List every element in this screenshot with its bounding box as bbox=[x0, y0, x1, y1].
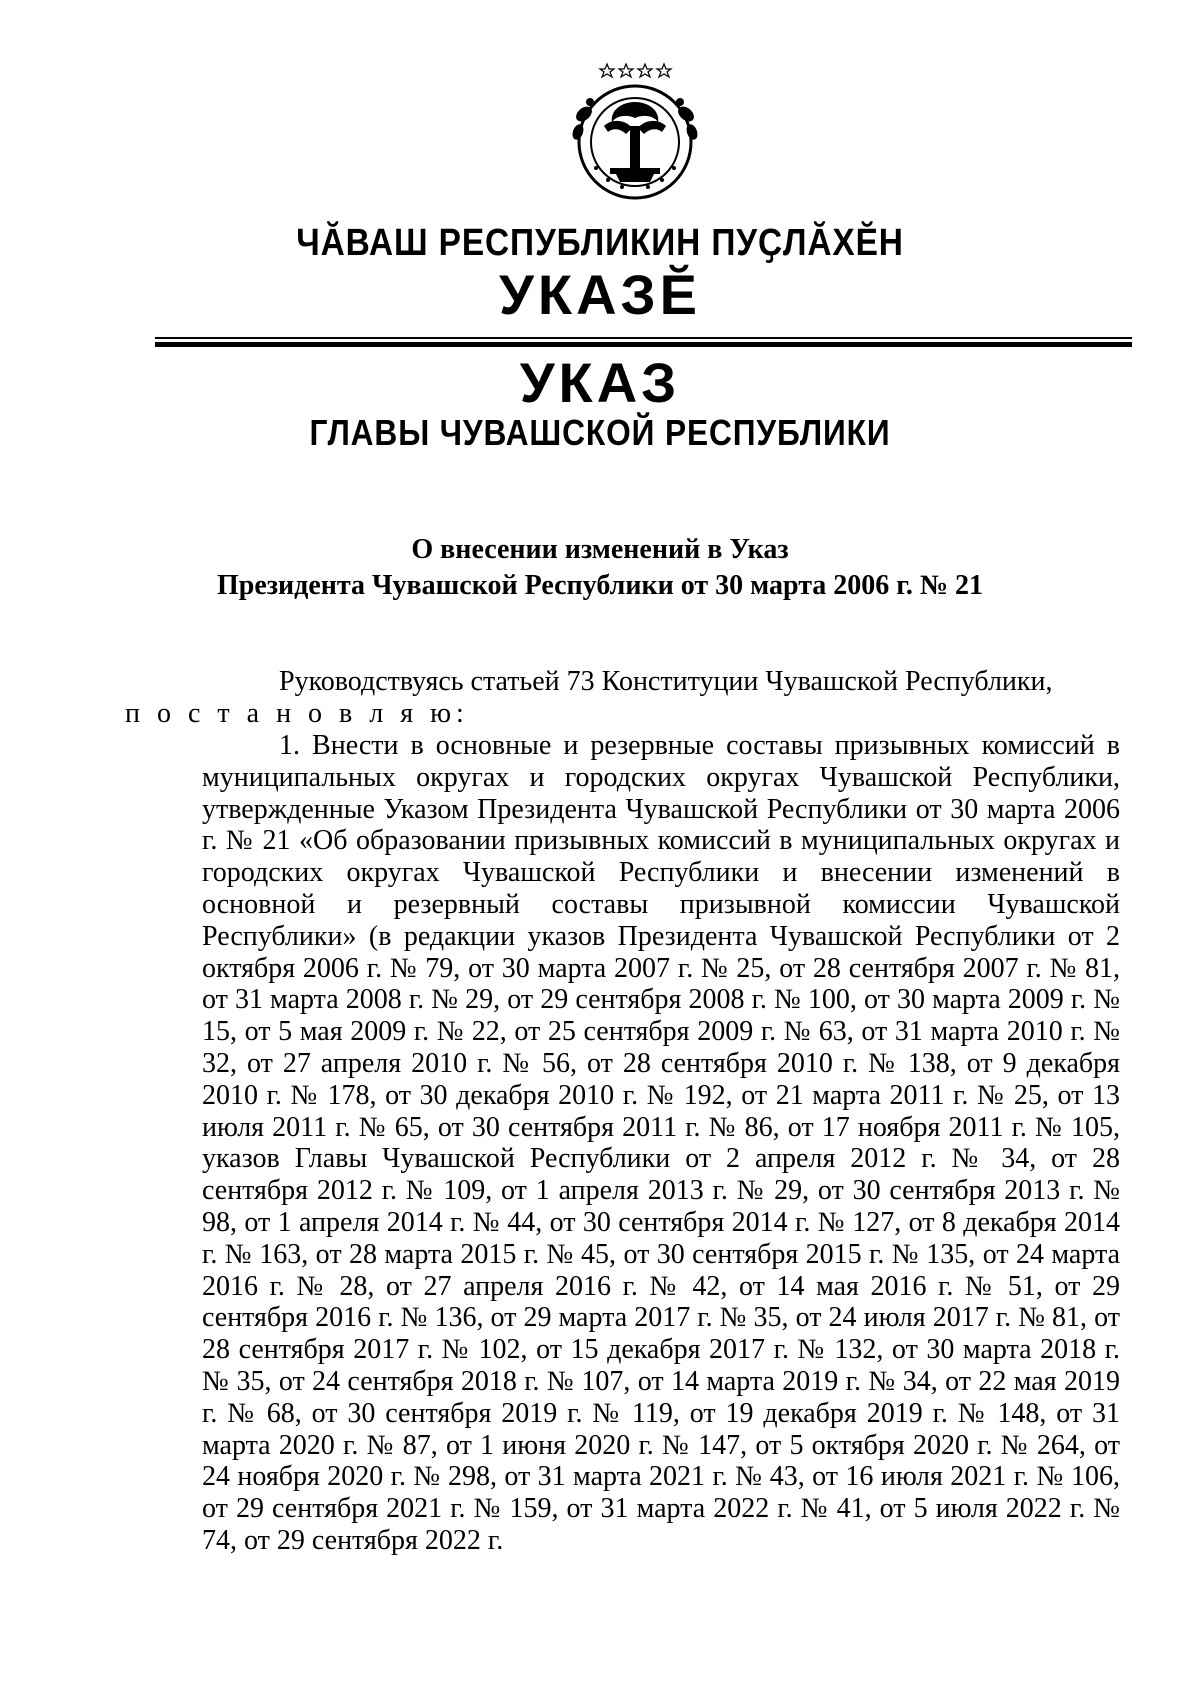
divider-thin bbox=[155, 337, 1132, 339]
decree-subject-line1: О внесении изменений в Указ bbox=[411, 534, 789, 565]
coat-of-arms-emblem bbox=[560, 56, 710, 204]
russian-title: ГЛАВЫ ЧУВАШСКОЙ РЕСПУБЛИКИ bbox=[309, 412, 891, 453]
chuvash-title: ЧӐВАШ РЕСПУБЛИКИН ПУҪЛӐХӖН bbox=[296, 222, 904, 264]
intro-paragraph bbox=[125, 666, 1120, 730]
resolve-word: п о с т а н о в л я ю: bbox=[125, 697, 469, 729]
divider-thick bbox=[155, 342, 1132, 347]
chuvash-ukaz-heading: УКАЗӖ bbox=[499, 263, 701, 326]
intro-text: Руководствуясь статьей 73 Конституции Чувашской Республики, bbox=[279, 666, 1053, 697]
decree-subject-line2: Президента Чувашской Республики от 30 марта 2006 г. № 21 bbox=[217, 570, 983, 601]
chuvash-coat-of-arms-icon bbox=[560, 56, 710, 204]
russian-ukaz-heading: УКАЗ bbox=[519, 351, 681, 414]
item1-paragraph: 1. Внести в основные и резервные составы призывных комиссий в муниципальных округах и городских округах Чувашской Республики, утвержденные Указом Президента Чувашской Республики от 30 марта 2006 г. № 21 «Об образовании призывных комиссий в муниципальных округах и городских округах Чувашской Республики и внесении изменений в основной и резервный составы призывной комиссии Чувашской Республики» (в редакции указов Президента Чувашской Республики от 2 октября 2006 г. № 79, от 30 марта 2007 г. № 25, от 28 сентября 2007 г. № 81, от 31 марта 2008 г. № 29, от 29 сентября 2008 г. № 100, от 30 марта 2009 г. № 15, от 5 мая 2009 г. № 22, от 25 сентября 2009 г. № 63, от 31 марта 2010 г. № 32, от 27 апреля 2010 г. № 56, от 28 сентября 2010 г. № 138, от 9 декабря 2010 г. № 178, от 30 декабря 2010 г. № 192, от 21 марта 2011 г. № 25, от 13 июля 2011 г. № 65, от 30 сентября 2011 г. № 86, от 17 ноября 2011 г. № 105, указов Главы Чувашской Республики от 2 апреля 2012 г. № 34, от 28 сентября 2012 г. № 109, от 1 апреля 2013 г. № 29, от 30 сентября 2013 г. № 98, от 1 апреля 2014 г. № 44, от 30 сентября 2014 г. № 127, от 8 декабря 2014 г. № 163, от 28 марта 2015 г. № 45, от 30 сентября 2015 г. № 135, от 24 марта 2016 г. № 28, от 27 апреля 2016 г. № 42, от 14 мая 2016 г. № 51, от 29 сентября 2016 г. № 136, от 29 марта 2017 г. № 35, от 24 июля 2017 г. № 81, от 28 сентября 2017 г. № 102, от 15 декабря 2017 г. № 132, от 30 марта 2018 г. № 35, от 24 сентября 2018 г. № 107, от 14 марта 2019 г. № 34, от 22 мая 2019 г. № 68, от 30 сентября 2019 г. № 119, от 19 декабря 2019 г. № 148, от 31 марта 2020 г. № 87, от 1 июня 2020 г. № 147, от 5 октября 2020 г. № 264, от 24 ноября 2020 г. № 298, от 31 марта 2021 г. № 43, от 16 июля 2021 г. № 106, от 29 сентября 2021 г. № 159, от 31 марта 2022 г. № 41, от 5 июля 2022 г. № 74, от 29 сентября 2022 г. bbox=[202, 730, 1120, 1556]
